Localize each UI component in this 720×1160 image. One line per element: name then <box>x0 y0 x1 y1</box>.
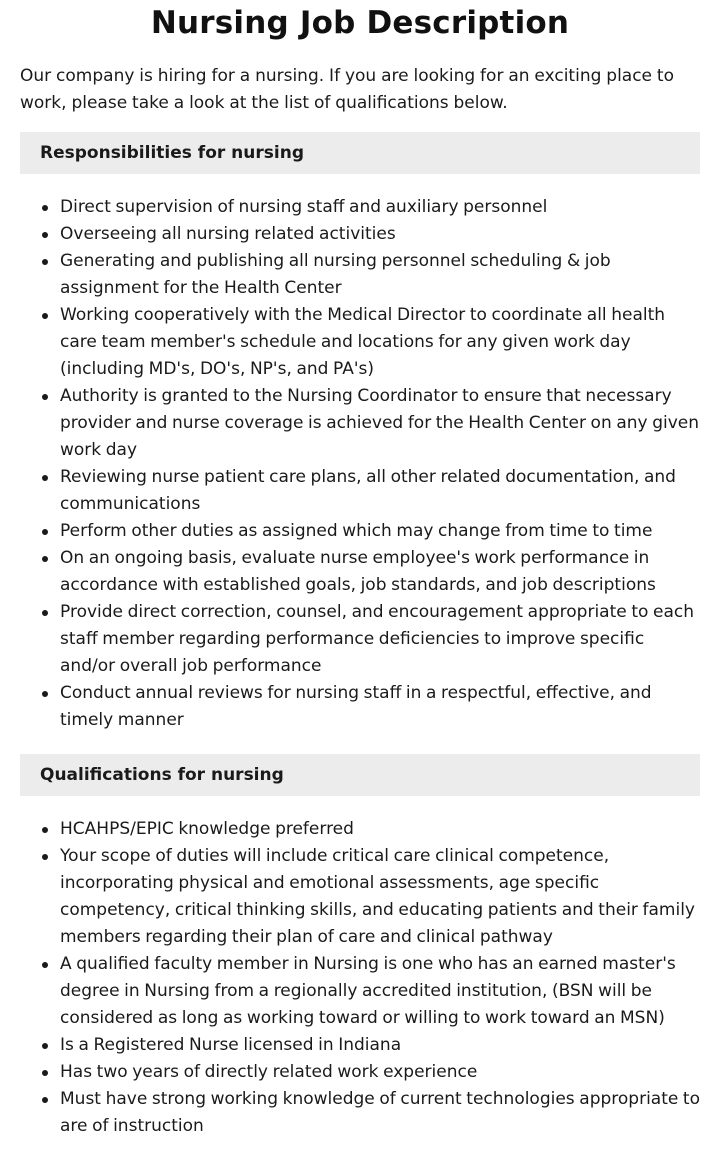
list-item: Authority is granted to the Nursing Coordinator to ensure that necessary provider and nurse coverage is achieved for the Health Center on any given work day <box>60 383 700 464</box>
list-item: Has two years of directly related work experience <box>60 1059 700 1086</box>
list-item: Direct supervision of nursing staff and auxiliary personnel <box>60 194 700 221</box>
list-item: HCAHPS/EPIC knowledge preferred <box>60 816 700 843</box>
qualifications-header: Qualifications for nursing <box>20 754 700 796</box>
list-item: Your scope of duties will include critical care clinical competence, incorporating physical and emotional assessments, age specific competency, critical thinking skills, and educating patients and their family members regarding their plan of care and clinical pathway <box>60 843 700 951</box>
list-item: Provide direct correction, counsel, and encouragement appropriate to each staff member regarding performance deficiencies to improve specific and/or overall job performance <box>60 599 700 680</box>
intro-paragraph: Our company is hiring for a nursing. If you are looking for an exciting place to work, please take a look at the list of qualifications below. <box>20 66 674 113</box>
page-title: Nursing Job Description <box>150 5 570 41</box>
list-item: Working cooperatively with the Medical Director to coordinate all health care team member's schedule and locations for any given work day (including MD's, DO's, NP's, and PA's) <box>60 302 700 383</box>
list-item: Is a Registered Nurse licensed in Indiana <box>60 1032 700 1059</box>
list-item: Generating and publishing all nursing personnel scheduling & job assignment for the Health Center <box>60 248 700 302</box>
list-item: Overseeing all nursing related activities <box>60 221 700 248</box>
list-item: A qualified faculty member in Nursing is one who has an earned master's degree in Nursing from a regionally accredited institution, (BSN will be considered as long as working toward or willing to work toward an MSN) <box>60 951 700 1032</box>
list-item: Must have strong working knowledge of current technologies appropriate to are of instruction <box>60 1086 700 1140</box>
list-item: Conduct annual reviews for nursing staff in a respectful, effective, and timely manner <box>60 680 700 734</box>
responsibilities-header: Responsibilities for nursing <box>20 132 700 174</box>
list-item: Perform other duties as assigned which may change from time to time <box>60 518 700 545</box>
responsibilities-list <box>20 194 700 734</box>
list-item: On an ongoing basis, evaluate nurse employee's work performance in accordance with established goals, job standards, and job descriptions <box>60 545 700 599</box>
qualifications-list <box>20 816 700 1140</box>
list-item: Reviewing nurse patient care plans, all other related documentation, and communications <box>60 464 700 518</box>
